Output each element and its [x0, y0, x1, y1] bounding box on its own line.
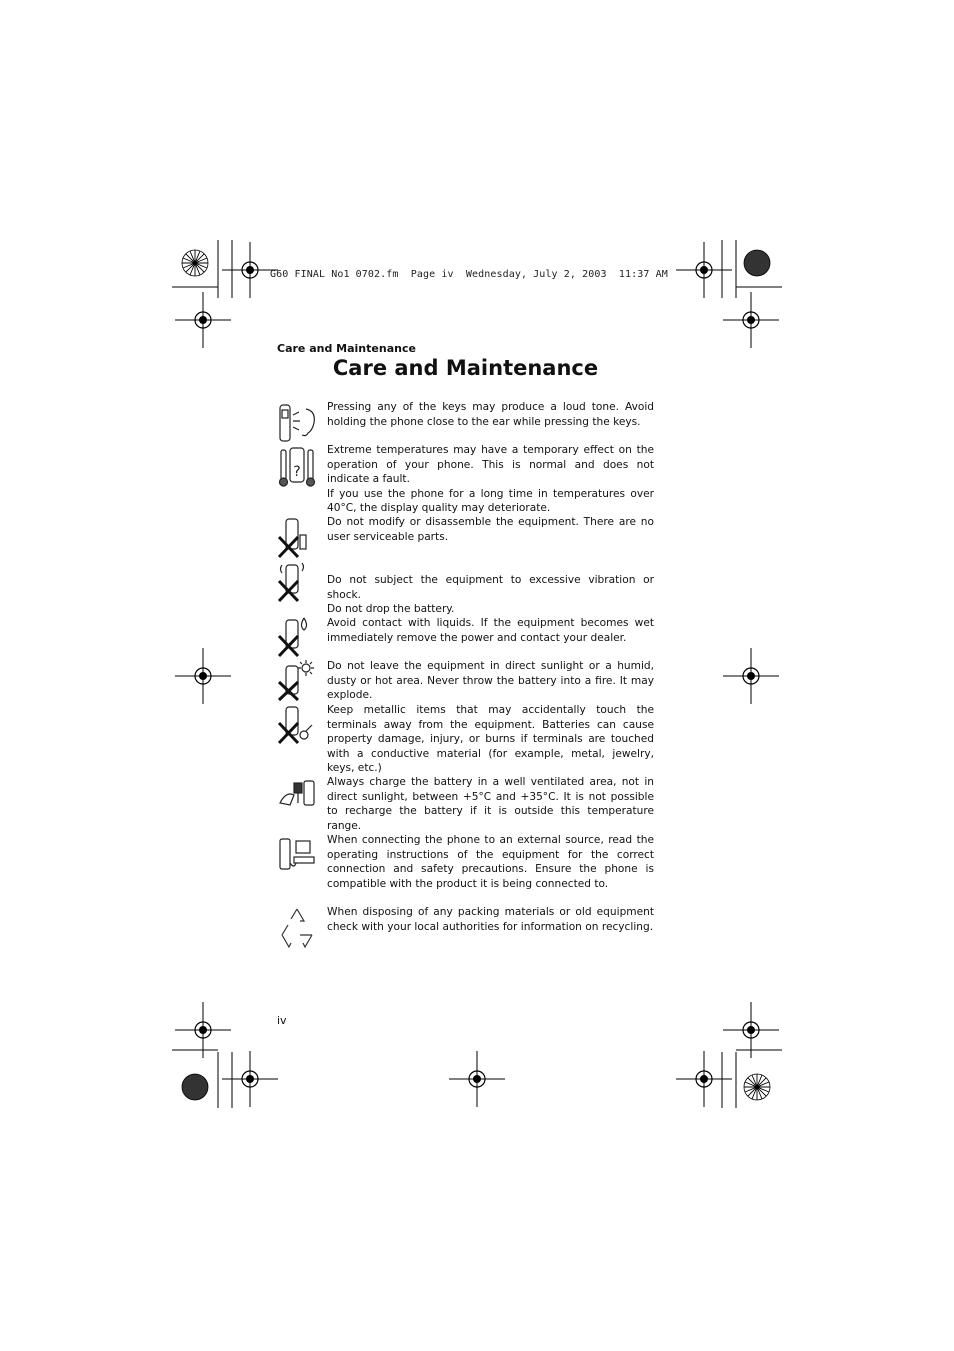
svg-text:?: ?	[293, 464, 301, 480]
paragraph-sunlight: Do not leave the equipment in direct sunlight or a humid, dusty or hot area. Never throw the battery into a fire. It may explode.	[327, 660, 654, 702]
no-liquids-icon	[276, 614, 318, 658]
page-number: iv	[277, 1014, 287, 1027]
paragraph-temperatures: Extreme temperatures may have a temporary effect on the operation of your phone. This is normal and does not indicate a fault. If you use the phone for a long time in temperatures over 40°C, the display quality may deteriorate.	[327, 444, 654, 515]
no-sunlight-icon	[276, 658, 318, 702]
running-head: Care and Maintenance	[277, 342, 416, 355]
paragraph-loud-tone: Pressing any of the keys may produce a loud tone. Avoid holding the phone close to the ear while pressing the keys.	[327, 401, 654, 428]
page-title: Care and Maintenance	[332, 356, 599, 380]
paragraph-recycling: When disposing of any packing materials or old equipment check with your local authorities for information on recycling.	[327, 906, 654, 933]
no-vibration-icon	[276, 559, 318, 603]
paragraph-liquids: Avoid contact with liquids. If the equipment becomes wet immediately remove the power and contact your dealer.	[327, 617, 654, 644]
phone-near-ear-icon	[276, 401, 318, 445]
paragraph-disassemble: Do not modify or disassemble the equipment. There are no user serviceable parts.	[327, 516, 654, 543]
no-disassemble-icon	[276, 515, 318, 559]
thermometer-phone-icon	[276, 444, 318, 488]
recycle-icon	[276, 905, 318, 949]
no-metal-contact-icon	[276, 703, 318, 747]
paragraph-charging: Always charge the battery in a well ventilated area, not in direct sunlight, between +5°C and +35°C. It is not possible to recharge the battery if it is outside this temperature range.	[327, 776, 654, 832]
paragraph-vibration: Do not subject the equipment to excessive vibration or shock. Do not drop the battery.	[327, 574, 654, 616]
battery-charging-icon	[276, 775, 318, 819]
external-connection-icon	[276, 833, 318, 877]
print-slug: G60 FINAL No1 0702.fm Page iv Wednesday, July 2, 2003 11:37 AM	[270, 269, 668, 280]
paragraph-metal-items: Keep metallic items that may accidentally touch the terminals away from the equipment. Batteries can cause property damage, injury, or burns if terminals are touched with a conductive material (for example, metal, jewelry, keys, etc.)	[327, 704, 654, 775]
paragraph-external-source: When connecting the phone to an external source, read the operating instructions of the equipment for the correct connection and safety precautions. Ensure the phone is compatible with the product it is being connected to.	[327, 834, 654, 890]
